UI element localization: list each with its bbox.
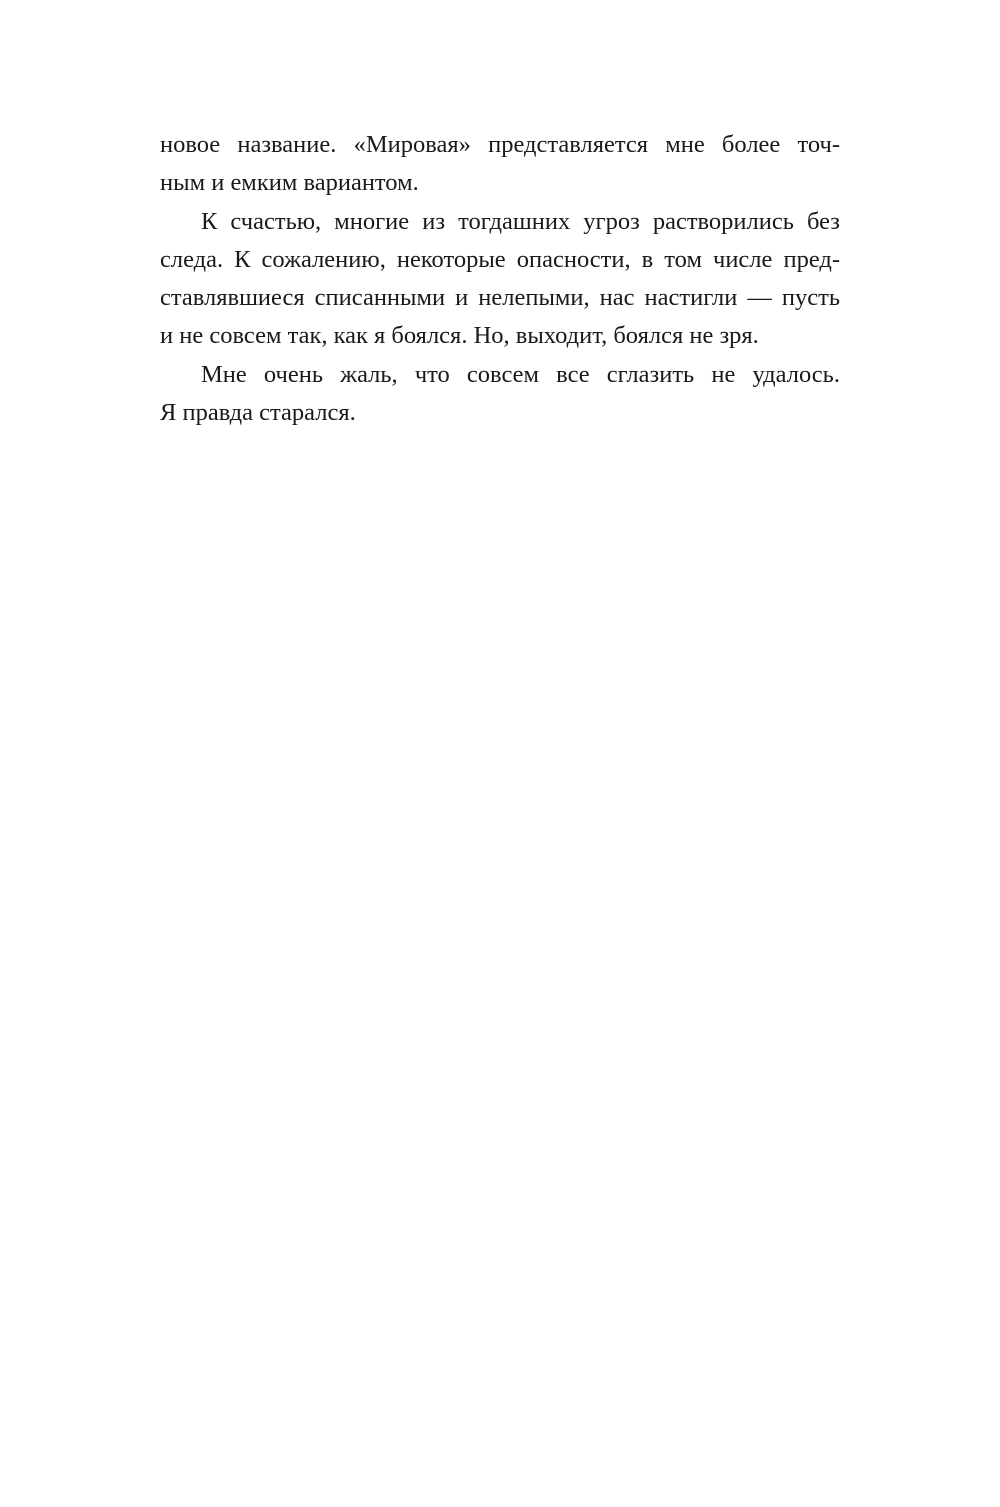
text-line: и не совсем так, как я боялся. Но, выходит, боялся не зря. [160, 322, 759, 350]
text-line: ным и емким вариантом. [160, 169, 419, 197]
paragraph-1 [160, 126, 840, 203]
text-line: Мне очень жаль, что совсем все сглазить не удалось. [201, 360, 840, 388]
text-line: Я правда старался. [160, 399, 356, 427]
text-line: новое название. «Мировая» представляется мне более точ- [160, 131, 840, 158]
text-line: ставлявшиеся списанными и нелепыми, нас настигли — пусть [160, 284, 840, 312]
text-line: К счастью, многие из тогдашних угроз растворились без [201, 207, 840, 235]
paragraph-3 [160, 356, 840, 433]
paragraph-2 [160, 203, 840, 356]
text-line: следа. К сожалению, некоторые опасности, в том числе пред- [160, 245, 840, 273]
book-page-text [160, 126, 840, 432]
